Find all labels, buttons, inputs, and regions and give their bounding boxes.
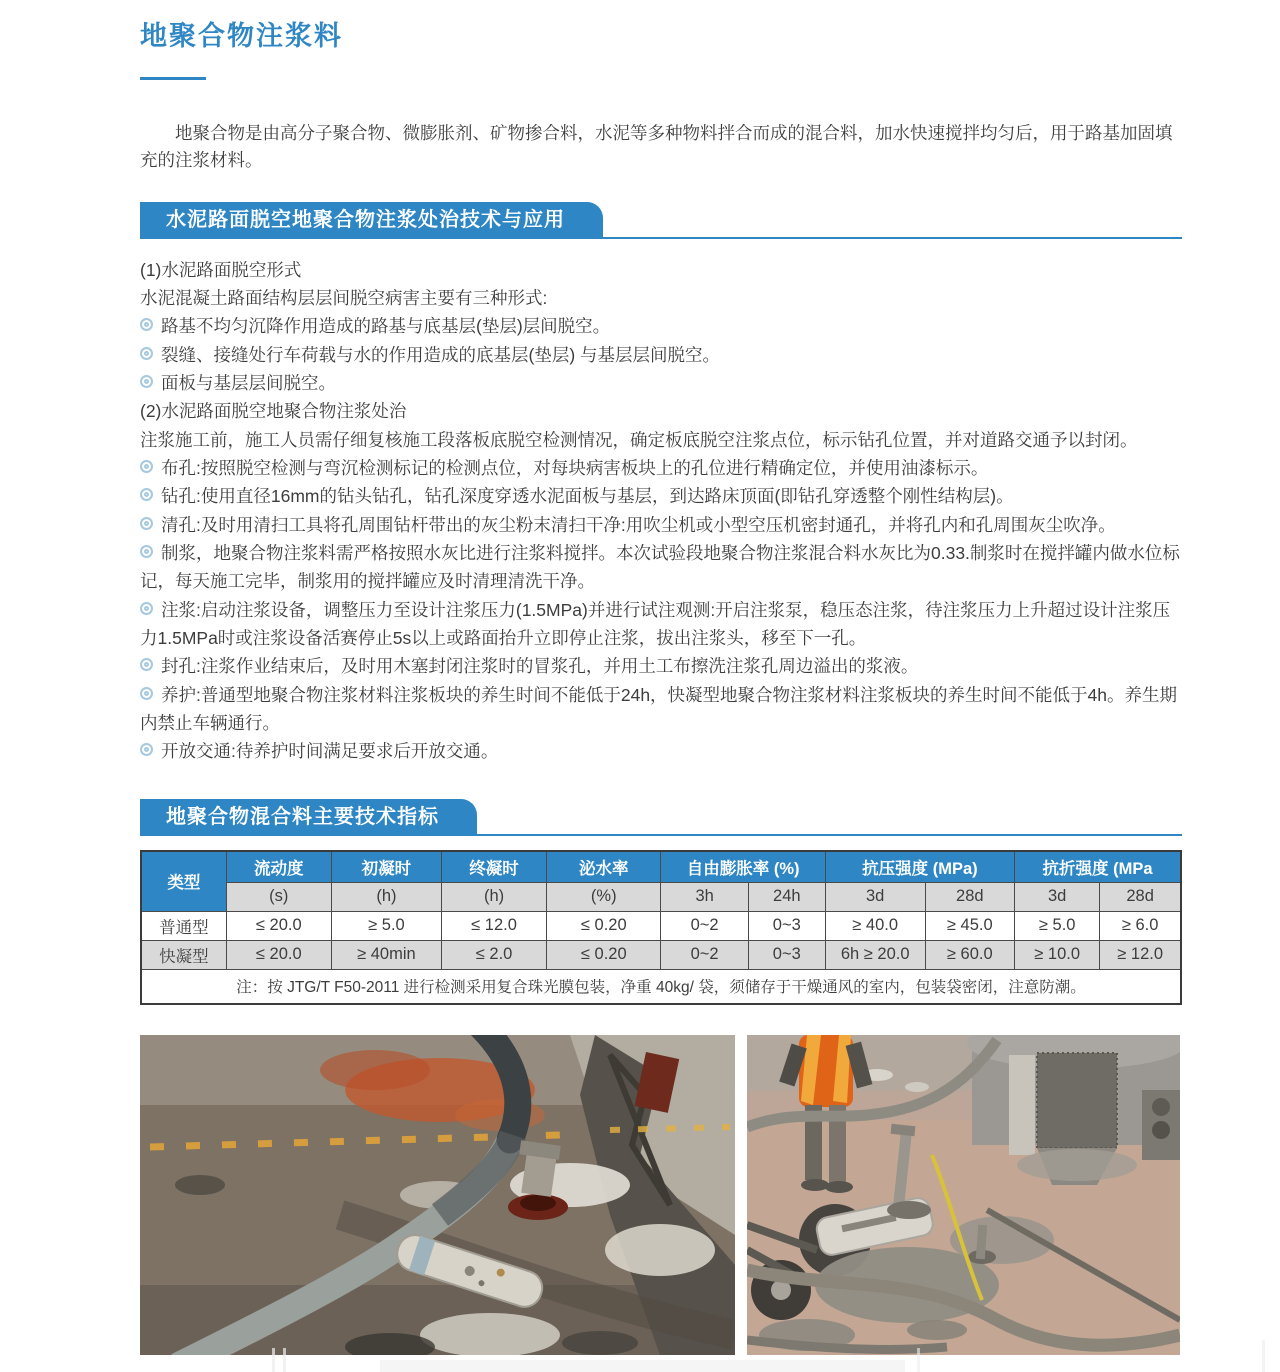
value-cell: 6h ≥ 20.0 <box>825 940 925 969</box>
list-item <box>140 539 1182 596</box>
section1-heading: 水泥路面脱空地聚合物注浆处治技术与应用 <box>140 202 603 239</box>
list-item-text: 布孔:按照脱空检测与弯沉检测标记的检测点位，对每块病害板块上的孔位进行精确定位，并使用油漆标示。 <box>161 458 989 478</box>
list-item <box>140 312 1182 340</box>
photo-strip <box>140 1035 1182 1355</box>
value-cell: ≥ 12.0 <box>1100 940 1181 969</box>
col-header-initial-set: 初凝时 <box>331 851 441 883</box>
col-header-free-expansion: 自由膨胀率 (%) <box>661 851 825 883</box>
table-row <box>141 911 1181 940</box>
list-item-text: 养护:普通型地聚合物注浆材料注浆板块的养生时间不能低于24h，快凝型地聚合物注浆材料注浆板块的养生时间不能低于4h。养生期内禁止车辆通行。 <box>140 684 1178 734</box>
value-cell: ≤ 12.0 <box>442 911 547 940</box>
list-item-text: 钻孔:使用直径16mm的钻头钻孔，钻孔深度穿透水泥面板与基层，到达路床顶面(即钻孔穿透整个刚性结构层)。 <box>161 486 1014 507</box>
value-cell: ≤ 0.20 <box>547 911 661 940</box>
section1-content <box>140 256 1182 766</box>
title-underline <box>140 77 206 80</box>
list-item-text: 制浆，地聚合物注浆料需严格按照水灰比进行注浆料搅拌。本次试验段地聚合物注浆混合料水灰比为0.33.制浆时在搅拌罐内做水位标记，每天施工完毕，制浆用的搅拌罐应及时清理清洗干净。 <box>140 543 1180 592</box>
row-type-cell: 普通型 <box>141 911 226 940</box>
intro-paragraph: 地聚合物是由高分子聚合物、微膨胀剂、矿物掺合料，水泥等多种物料拌合而成的混合料，加水快速搅拌均匀后，用于路基加固填充的注浆材料。 <box>140 123 1173 171</box>
list-item <box>140 511 1182 539</box>
list-item <box>140 284 1182 312</box>
value-cell: ≤ 20.0 <box>226 940 331 969</box>
ring-bullet-icon <box>140 602 153 615</box>
ring-bullet-icon <box>140 488 153 501</box>
page-bottom-artifact <box>917 1348 920 1372</box>
list-item-text: 注浆施工前，施工人员需仔细复核施工段落板底脱空检测情况，确定板底脱空注浆点位，标示钻孔位置，并对道路交通予以封闭。 <box>140 429 1138 450</box>
table-note: 注：按 JTG/T F50-2011 进行检测采用复合珠光膜包装，净重 40kg/ 袋，须储存于干燥通风的室内，包装袋密闭，注意防潮。 <box>141 969 1181 1004</box>
list-item-text: 开放交通:待养护时间满足要求后开放交通。 <box>161 741 499 762</box>
ring-bullet-icon <box>140 318 153 331</box>
col-header-type: 类型 <box>141 851 226 912</box>
page-bottom-artifact <box>283 1348 286 1372</box>
page-title: 地聚合物注浆料 <box>140 21 343 51</box>
unit-cell: 3d <box>1015 882 1100 911</box>
value-cell: ≥ 10.0 <box>1015 940 1100 969</box>
list-item-text: 注浆:启动注浆设备，调整压力至设计注浆压力(1.5MPa)并进行试注观测:开启注浆泵，稳压态注浆，待注浆压力上升超过设计注浆压力1.5MPa时或注浆设备活赛停止5s以上或路面抬升立即停止注浆，拔出注浆头，移至下一孔。 <box>140 599 1171 649</box>
unit-cell: 28d <box>925 882 1014 911</box>
unit-cell: (h) <box>442 882 547 911</box>
unit-cell: (%) <box>547 882 661 911</box>
value-cell: ≤ 0.20 <box>547 940 661 969</box>
list-item-text: 水泥混凝土路面结构层层间脱空病害主要有三种形式: <box>140 287 548 308</box>
ring-bullet-icon <box>140 545 153 558</box>
list-item-text: 封孔:注浆作业结束后，及时用木塞封闭注浆时的冒浆孔，并用土工布擦洗注浆孔周边溢出的浆液。 <box>161 656 919 677</box>
table-row <box>141 940 1181 969</box>
value-cell: ≤ 20.0 <box>226 911 331 940</box>
list-item-text: 路基不均匀沉降作用造成的路基与底基层(垫层)层间脱空。 <box>161 316 611 337</box>
list-item <box>140 341 1182 369</box>
page-bottom-artifact <box>1262 1340 1265 1372</box>
list-item <box>140 369 1182 397</box>
list-item <box>140 596 1182 653</box>
unit-cell: 24h <box>748 882 825 911</box>
page-bottom-artifact <box>272 1348 275 1372</box>
value-cell: ≥ 6.0 <box>1100 911 1181 940</box>
col-header-final-set: 终凝时 <box>442 851 547 883</box>
page-bottom-artifact <box>380 1360 905 1372</box>
ring-bullet-icon <box>140 460 153 473</box>
list-item <box>140 652 1182 680</box>
photo-grouting-worksite <box>747 1035 1180 1355</box>
ring-bullet-icon <box>140 517 153 530</box>
col-header-compressive: 抗压强度 (MPa) <box>825 851 1014 883</box>
value-cell: 0~3 <box>748 911 825 940</box>
unit-cell: 3h <box>661 882 748 911</box>
value-cell: 0~3 <box>748 940 825 969</box>
col-header-flexural: 抗折强度 (MPa <box>1015 851 1181 883</box>
unit-cell: (s) <box>226 882 331 911</box>
list-item <box>140 256 1182 284</box>
ring-bullet-icon <box>140 687 153 700</box>
list-item-text: 清孔:及时用清扫工具将孔周围钻杆带出的灰尘粉末清扫干净:用吹尘机或小型空压机密封通孔，并将孔内和孔周围灰尘吹净。 <box>161 514 1116 535</box>
photo-grouting-hose-pavement <box>140 1035 735 1355</box>
section2-heading: 地聚合物混合料主要技术指标 <box>140 799 477 836</box>
value-cell: ≥ 40.0 <box>825 911 925 940</box>
value-cell: ≥ 45.0 <box>925 911 1014 940</box>
value-cell: 0~2 <box>661 940 748 969</box>
value-cell: ≥ 60.0 <box>925 940 1014 969</box>
list-item <box>140 681 1182 738</box>
spec-table <box>140 850 1182 1005</box>
catalog-page <box>140 0 1182 1355</box>
value-cell: ≤ 2.0 <box>442 940 547 969</box>
section2-banner <box>140 799 1182 836</box>
list-item <box>140 426 1182 454</box>
col-header-fluidity: 流动度 <box>226 851 331 883</box>
value-cell: ≥ 5.0 <box>331 911 441 940</box>
list-item-text: 裂缝、接缝处行车荷载与水的作用造成的底基层(垫层) 与基层层间脱空。 <box>161 344 721 365</box>
col-header-bleeding: 泌水率 <box>547 851 661 883</box>
value-cell: ≥ 5.0 <box>1015 911 1100 940</box>
list-item-text: (1)水泥路面脱空形式 <box>140 259 302 280</box>
unit-cell: 3d <box>825 882 925 911</box>
ring-bullet-icon <box>140 375 153 388</box>
table-note-row <box>141 969 1181 1004</box>
ring-bullet-icon <box>140 743 153 756</box>
value-cell: ≥ 40min <box>331 940 441 969</box>
list-item <box>140 397 1182 425</box>
list-item <box>140 737 1182 765</box>
list-item-text: (2)水泥路面脱空地聚合物注浆处治 <box>140 401 407 422</box>
unit-cell: 28d <box>1100 882 1181 911</box>
list-item-text: 面板与基层层间脱空。 <box>161 372 336 393</box>
unit-cell: (h) <box>331 882 441 911</box>
row-type-cell: 快凝型 <box>141 940 226 969</box>
list-item <box>140 482 1182 510</box>
ring-bullet-icon <box>140 658 153 671</box>
section1-banner <box>140 202 1182 239</box>
list-item <box>140 454 1182 482</box>
value-cell: 0~2 <box>661 911 748 940</box>
ring-bullet-icon <box>140 347 153 360</box>
